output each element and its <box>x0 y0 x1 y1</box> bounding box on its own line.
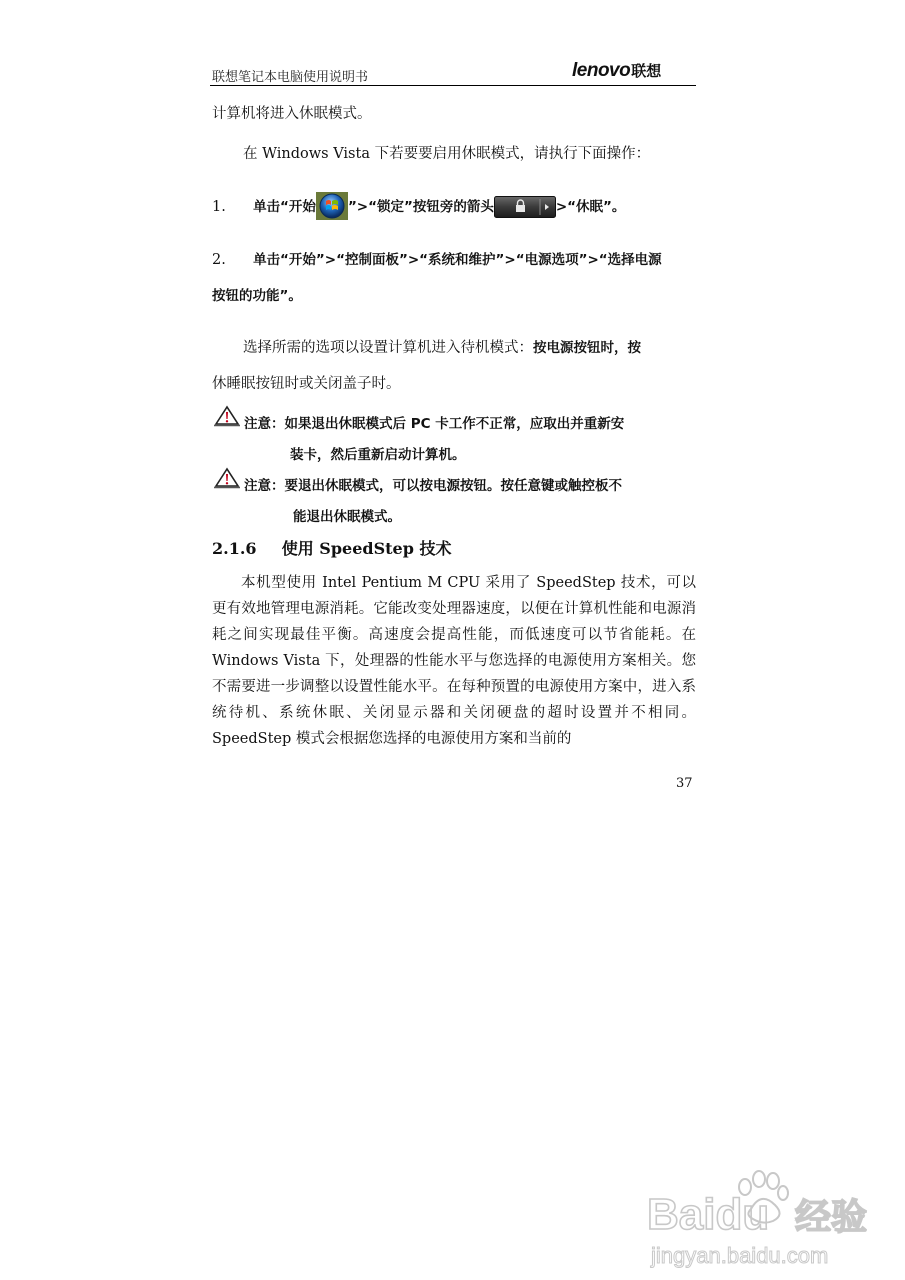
step-1-number: 1. <box>212 199 226 215</box>
step-1-text-c: >“休眠”。 <box>555 199 626 215</box>
step-2-line-2: 按钮的功能”。 <box>212 288 302 304</box>
step-1-text-b: ”>“锁定”按钮旁的箭头 <box>347 199 494 215</box>
logo-latin: lenovo <box>572 60 631 81</box>
note-1-line-1 <box>244 414 624 434</box>
standby-text: 选择所需的选项以设置计算机进入待机模式： <box>243 340 533 356</box>
note-2-line-2: 能退出休眠模式。 <box>293 509 401 525</box>
lock-button-arrow-icon <box>494 196 556 218</box>
continuation-line: 计算机将进入休眠模式。 <box>212 106 372 122</box>
standby-bold-text: 按电源按钮时，按 <box>533 340 641 356</box>
standby-line-1 <box>243 338 641 358</box>
section-number: 2.1.6 <box>212 539 257 558</box>
step-2-number: 2. <box>212 252 226 268</box>
step-1 <box>212 197 625 217</box>
note-1-line-2: 装卡，然后重新启动计算机。 <box>290 447 466 463</box>
note-1-text: 如果退出休眠模式后 PC 卡工作不正常，应取出并重新安 <box>284 416 625 432</box>
warning-icon <box>212 467 242 493</box>
header-divider <box>210 85 696 86</box>
note-2-label: 注意： <box>244 478 285 494</box>
section-heading <box>212 536 451 559</box>
header-title: 联想笔记本电脑使用说明书 <box>212 70 369 85</box>
step-2-line-1: 单击“开始”>“控制面板”>“系统和维护”>“电源选项”>“选择电源 <box>253 252 662 268</box>
watermark-brand-cn: 经验 <box>795 1197 868 1238</box>
intro-line: 在 Windows Vista 下若要要启用休眠模式，请执行下面操作： <box>243 146 651 162</box>
watermark-url: jingyan.baidu.com <box>651 1243 829 1268</box>
standby-line-2: 休睡眠按钮时或关闭盖子时。 <box>212 376 401 392</box>
step-2 <box>212 250 662 270</box>
page-number: 37 <box>676 776 693 791</box>
note-2-text: 要退出休眠模式，可以按电源按钮。按任意键或触控板不 <box>284 478 622 494</box>
step-1-text-a: 单击“开始 <box>253 199 316 215</box>
speedstep-paragraph: 本机型使用 Intel Pentium M CPU 采用了 SpeedStep 技术，可以更有效地管理电源消耗。它能改变处理器速度，以便在计算机性能和电源消耗之间实现最佳平衡。高速度会提高性能，而低速度可以节省能耗。在 Windows Vista 下，处理器的性能水平与您选择的电源使用方案相关。您不需要进一步调整以设置性能水平。在每种预置的电源使用方案中，进入系统待机、系统休眠、关闭显示器和关闭硬盘的超时设置并不相同。SpeedStep 模式会根据您选择的电源使用方案和当前的 <box>212 575 696 747</box>
note-1-label: 注意： <box>244 416 285 432</box>
warning-icon <box>212 405 242 431</box>
section-title: 使用 SpeedStep 技术 <box>281 539 452 558</box>
baidu-jingyan-watermark <box>647 1163 887 1273</box>
vista-start-icon <box>316 192 348 220</box>
lenovo-logo <box>572 60 661 82</box>
watermark-brand: Baidu <box>647 1190 770 1239</box>
note-2-line-1 <box>244 476 622 496</box>
logo-cn: 联想 <box>631 63 662 80</box>
